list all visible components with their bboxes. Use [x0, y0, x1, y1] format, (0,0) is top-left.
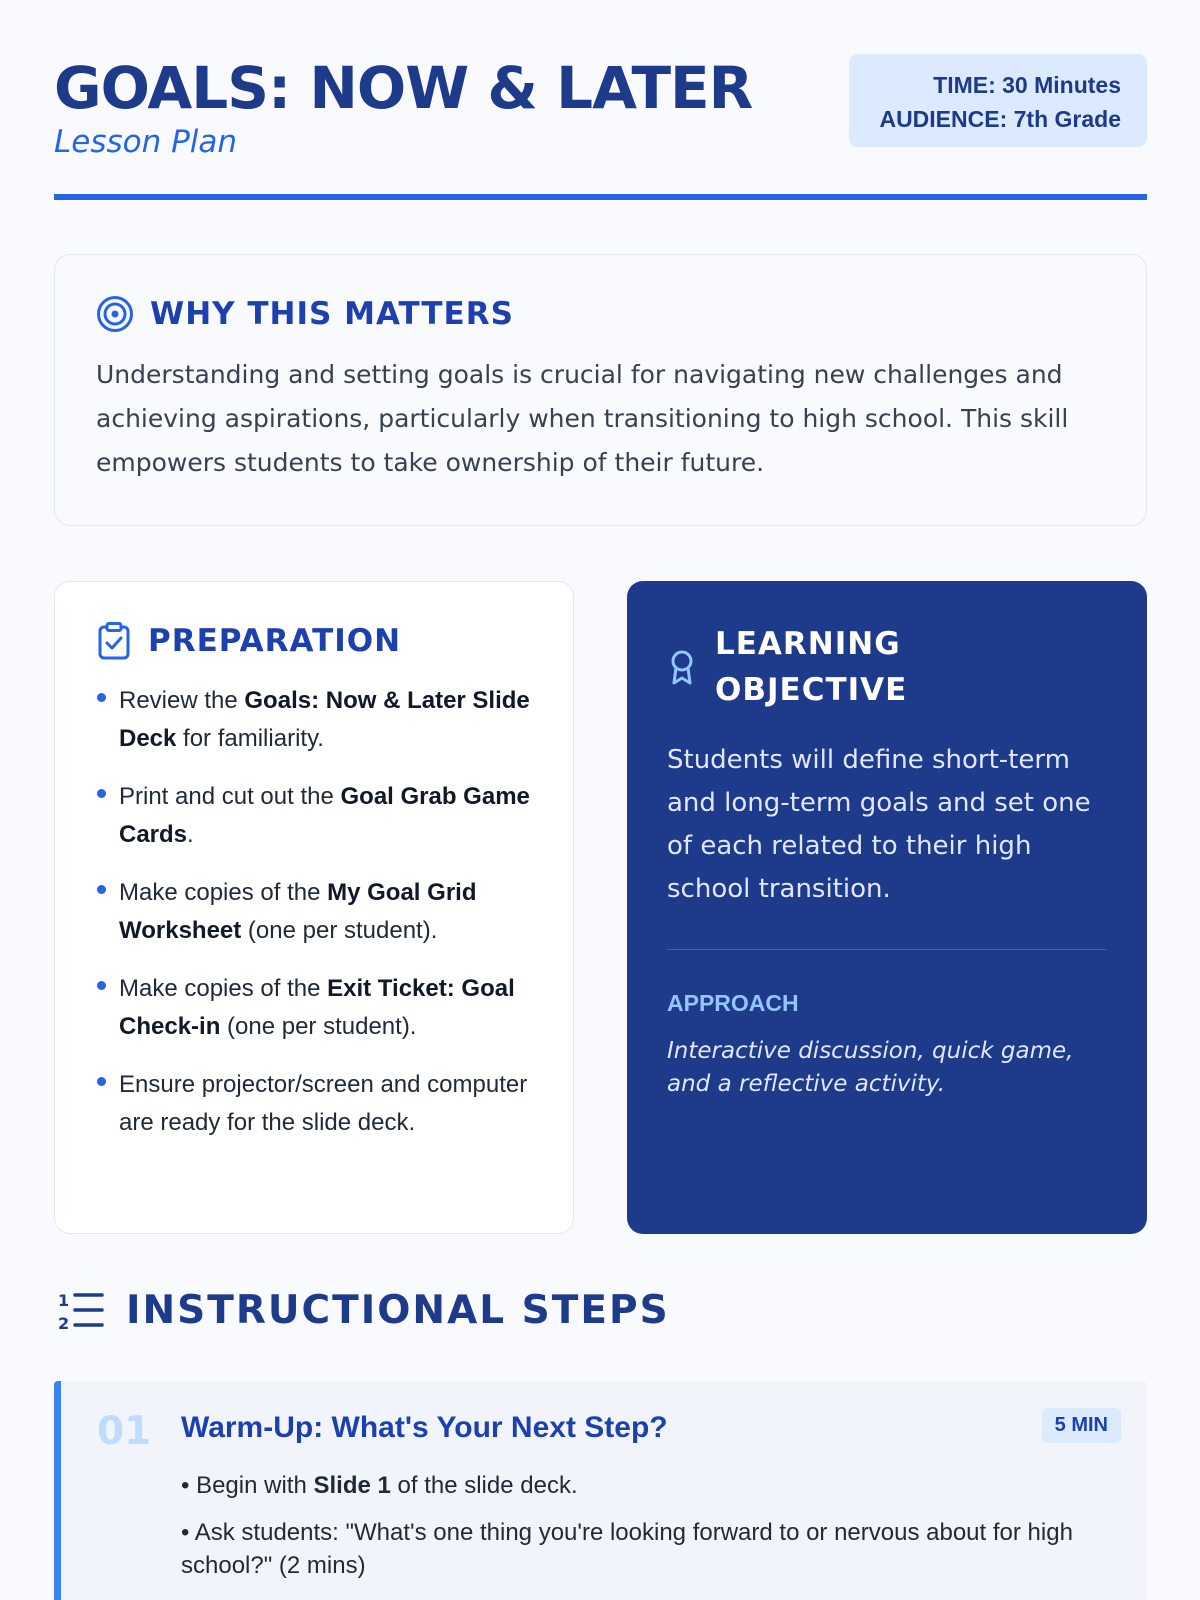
svg-text:1: 1 [58, 1290, 70, 1310]
lesson-meta-badge [849, 54, 1147, 147]
svg-text:2: 2 [58, 1313, 70, 1333]
preparation-heading: PREPARATION [148, 623, 402, 659]
step-duration-badge: 5 MIN [1042, 1408, 1121, 1443]
award-ribbon-icon [667, 647, 697, 687]
instructional-steps-header [58, 1288, 670, 1333]
list-item: Print and cut out the Goal Grab Game Cards. [96, 778, 543, 854]
numbered-list-icon [58, 1289, 104, 1333]
objective-body-text: Students will define short-term and long-term goals and set one of each related to their high school transition. [667, 745, 1091, 904]
page-subtitle: Lesson Plan [54, 124, 238, 160]
time-label: TIME: 30 Minutes [933, 72, 1121, 98]
objective-heading: LEARNING OBJECTIVE [715, 626, 908, 708]
lesson-header [54, 54, 1147, 202]
step-card [54, 1381, 1147, 1600]
step-line: • Begin with Slide 1 of the slide deck. [181, 1472, 578, 1499]
approach-text: Interactive discussion, quick game, and a reflective activity. [667, 1038, 1074, 1097]
why-this-matters-card [54, 254, 1147, 526]
list-item: Review the Goals: Now & Later Slide Deck for familiarity. [96, 682, 543, 758]
objective-divider [667, 949, 1107, 950]
clipboard-check-icon [96, 622, 132, 660]
why-body-text: Understanding and setting goals is crucial for navigating new challenges and achieving aspirations, particularly when transitioning to high school. This skill empowers students to take ownership of their future. [96, 360, 1069, 477]
preparation-card [54, 581, 574, 1234]
learning-objective-card [627, 581, 1147, 1234]
why-heading: WHY THIS MATTERS [150, 296, 514, 332]
page-title: GOALS: NOW & LATER [54, 54, 753, 122]
steps-heading: INSTRUCTIONAL STEPS [126, 1288, 670, 1333]
list-item: Make copies of the Exit Ticket: Goal Check-in (one per student). [96, 970, 543, 1046]
step-number: 01 [97, 1409, 152, 1454]
approach-label: APPROACH [667, 990, 799, 1016]
step-title: Warm-Up: What's Your Next Step? [181, 1411, 668, 1444]
preparation-list [96, 682, 543, 1142]
audience-label: AUDIENCE: 7th Grade [879, 106, 1121, 132]
list-item: Ensure projector/screen and computer are ready for the slide deck. [96, 1066, 543, 1142]
step-line: • Ask students: "What's one thing you're looking forward to or nervous about for high school?" (2 mins) [181, 1519, 1073, 1579]
step-body [181, 1469, 1111, 1596]
header-divider [54, 194, 1147, 200]
list-item: Make copies of the My Goal Grid Worksheet (one per student). [96, 874, 543, 950]
target-icon [96, 295, 134, 333]
